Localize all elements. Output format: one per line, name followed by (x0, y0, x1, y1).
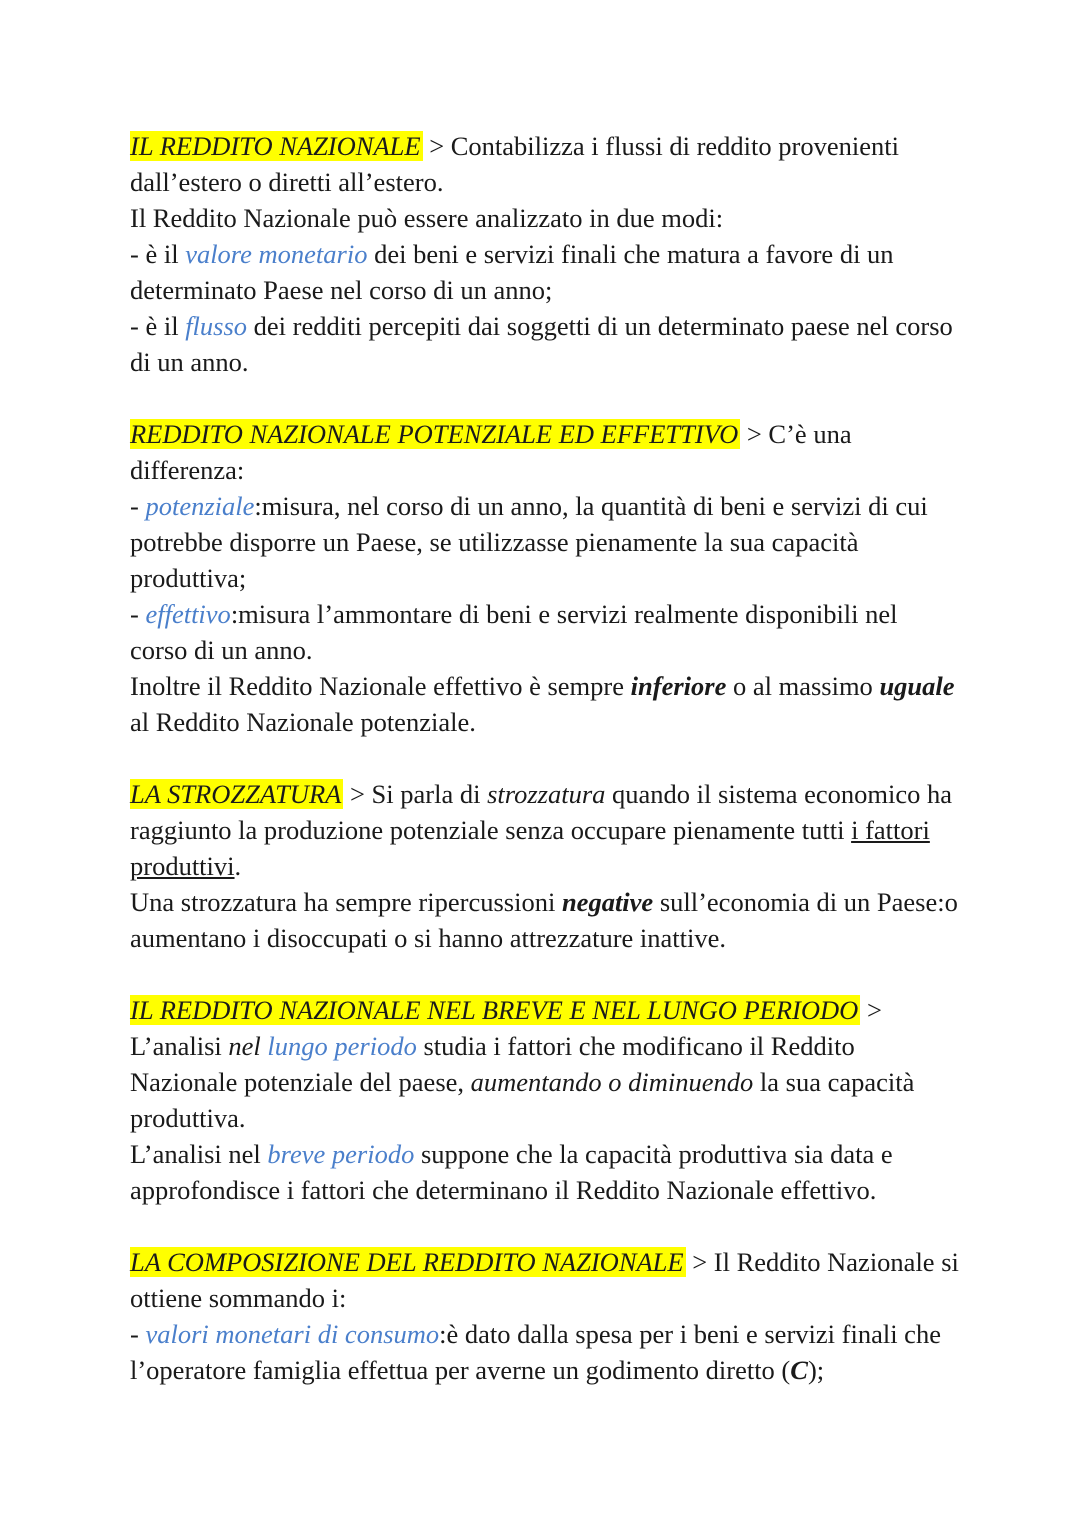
bullet-item: - potenziale:misura, nel corso di un anno, la quantità di beni e servizi di cui potrebbe disporre un Paese, se utilizzasse pienamente la sua capacità produttiva; (130, 491, 928, 593)
section-heading: LA COMPOSIZIONE DEL REDDITO NAZIONALE (130, 1247, 684, 1277)
paragraph: Il Reddito Nazionale può essere analizzato in due modi: (130, 203, 724, 233)
key-term: effettivo (145, 599, 231, 629)
emphasis: uguale (879, 671, 955, 701)
paragraph: IL REDDITO NAZIONALE > Contabilizza i flussi di reddito provenienti dall’estero o diretti all’estero. (130, 131, 899, 197)
bullet-item: - è il valore monetario dei beni e servizi finali che matura a favore di un determinato Paese nel corso di un anno; (130, 239, 894, 305)
paragraph: Una strozzatura ha sempre ripercussioni negative sull’economia di un Paese:o aumentano i disoccupati o si hanno attrezzature inattive. (130, 887, 958, 953)
emphasis: inferiore (630, 671, 727, 701)
key-term: valore monetario (185, 239, 368, 269)
underlined-term: i fattori produttivi (130, 815, 930, 881)
section-reddito-nazionale (130, 128, 960, 380)
paragraph: L’analisi nel breve periodo suppone che la capacità produttiva sia data e approfondisce i fattori che determinano il Reddito Nazionale effettivo. (130, 1139, 893, 1205)
paragraph: IL REDDITO NAZIONALE NEL BREVE E NEL LUNGO PERIODO > L’analisi nel lungo periodo studia i fattori che modificano il Reddito Nazionale potenziale del paese, aumentando o diminuendo la sua capacità produttiva. (130, 995, 915, 1133)
section-heading: LA STROZZATURA (130, 779, 342, 809)
key-term: flusso (185, 311, 248, 341)
section-heading: REDDITO NAZIONALE POTENZIALE ED EFFETTIVO (130, 419, 739, 449)
italic-term: aumentando o diminuendo (470, 1067, 754, 1097)
paragraph: LA COMPOSIZIONE DEL REDDITO NAZIONALE > Il Reddito Nazionale si ottiene sommando i: (130, 1247, 959, 1313)
bullet-item: - effettivo:misura l’ammontare di beni e servizi realmente disponibili nel corso di un anno. (130, 599, 898, 665)
section-breve-lungo-periodo (130, 992, 960, 1208)
bullet-item: - valori monetari di consumo:è dato dalla spesa per i beni e servizi finali che l’operatore famiglia effettua per averne un godimento diretto (C); (130, 1319, 941, 1385)
paragraph: LA STROZZATURA > Si parla di strozzatura quando il sistema economico ha raggiunto la produzione potenziale senza occupare pienamente tutti i fattori produttivi. (130, 779, 953, 881)
key-term: breve periodo (267, 1139, 415, 1169)
key-term: lungo periodo (267, 1031, 417, 1061)
key-term: potenziale (145, 491, 255, 521)
italic-term: strozzatura (487, 779, 606, 809)
section-potenziale-effettivo (130, 416, 960, 740)
symbol-c: C (790, 1355, 808, 1385)
paragraph: Inoltre il Reddito Nazionale effettivo è sempre inferiore o al massimo uguale al Reddito Nazionale potenziale. (130, 671, 955, 737)
bullet-item: - è il flusso dei redditi percepiti dai soggetti di un determinato paese nel corso di un anno. (130, 311, 953, 377)
section-composizione (130, 1244, 960, 1388)
document-page (130, 128, 960, 1424)
section-heading: IL REDDITO NAZIONALE NEL BREVE E NEL LUNGO PERIODO (130, 995, 859, 1025)
paragraph: REDDITO NAZIONALE POTENZIALE ED EFFETTIVO > C’è una differenza: (130, 419, 852, 485)
section-heading: IL REDDITO NAZIONALE (130, 131, 421, 161)
italic-term: nel (228, 1031, 261, 1061)
section-strozzatura (130, 776, 960, 956)
emphasis: negative (561, 887, 654, 917)
key-term: valori monetari di consumo (145, 1319, 440, 1349)
